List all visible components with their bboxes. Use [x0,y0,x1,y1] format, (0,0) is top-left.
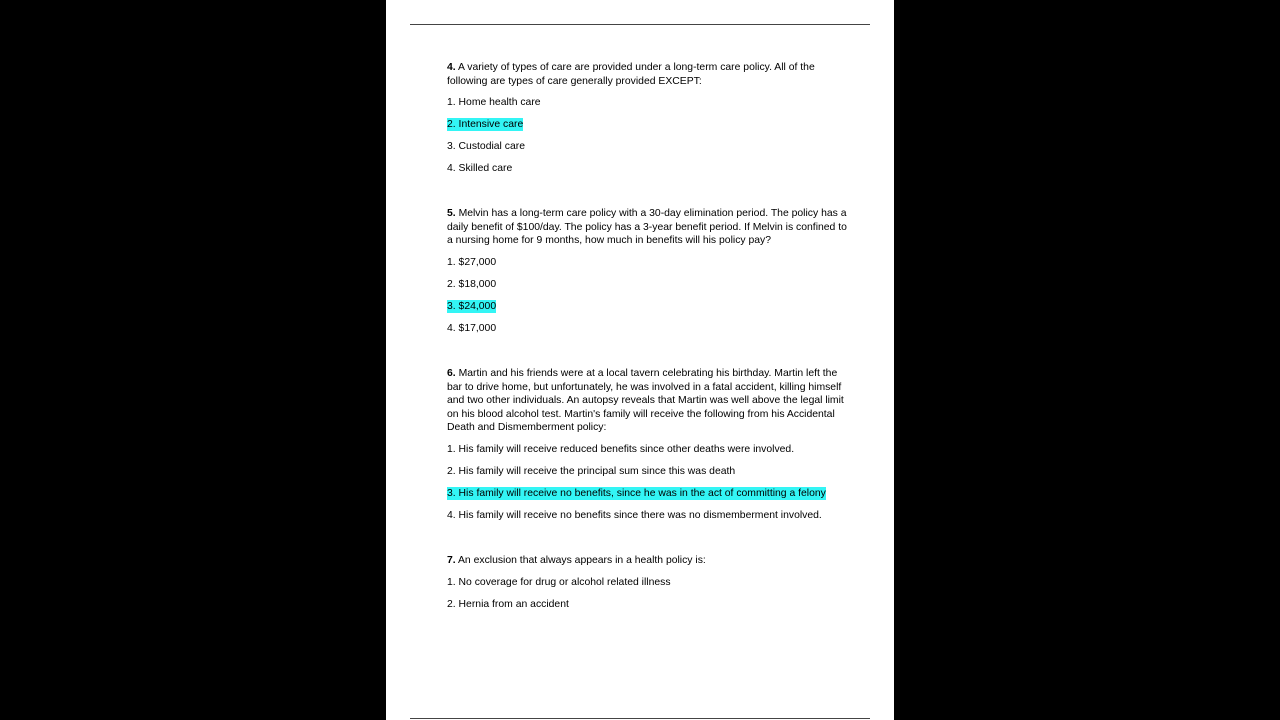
option: 1. His family will receive reduced benefits since other deaths were involved. [447,444,795,455]
question-number: 7. [447,555,456,566]
question-5 [447,207,847,248]
question-text: Melvin has a long-term care policy with a 30-day elimination period. The policy has a daily benefit of $100/day. The policy has a 3-year benefit period. If Melvin is confined to a nursing home for 9 months, how much in benefits will his policy pay? [447,208,847,247]
question-number: 5. [447,208,456,219]
option: 4. Skilled care [447,163,513,174]
option-highlighted: 3. His family will receive no benefits, since he was in the act of committing a felony [447,488,826,499]
question-6 [447,367,847,435]
question-number: 6. [447,368,456,379]
option: 2. His family will receive the principal sum since this was death [447,466,736,477]
option: 1. Home health care [447,97,541,108]
top-divider [410,24,870,25]
question-text: A variety of types of care are provided under a long-term care policy. All of the following are types of care generally provided EXCEPT: [447,62,815,87]
option: 4. $17,000 [447,323,497,334]
option-highlighted: 2. Intensive care [447,119,524,130]
option: 2. Hernia from an accident [447,599,569,610]
document-page [386,0,894,720]
question-number: 4. [447,62,456,73]
question-4 [447,61,847,88]
option: 2. $18,000 [447,279,497,290]
question-text: Martin and his friends were at a local tavern celebrating his birthday. Martin left the bar to drive home, but unfortunately, he was involved in a fatal accident, killing himself and two other individuals. An autopsy reveals that Martin was well above the legal limit on his blood alcohol test. Martin's family will receive the following from his Accidental Death and Dismemberment policy: [447,368,844,434]
option-highlighted: 3. $24,000 [447,301,497,312]
option: 1. No coverage for drug or alcohol related illness [447,577,671,588]
question-7 [447,554,847,568]
question-text: An exclusion that always appears in a health policy is: [458,555,706,566]
option: 3. Custodial care [447,141,525,152]
bottom-divider [410,718,870,719]
option: 1. $27,000 [447,257,497,268]
option: 4. His family will receive no benefits since there was no dismemberment involved. [447,510,822,521]
